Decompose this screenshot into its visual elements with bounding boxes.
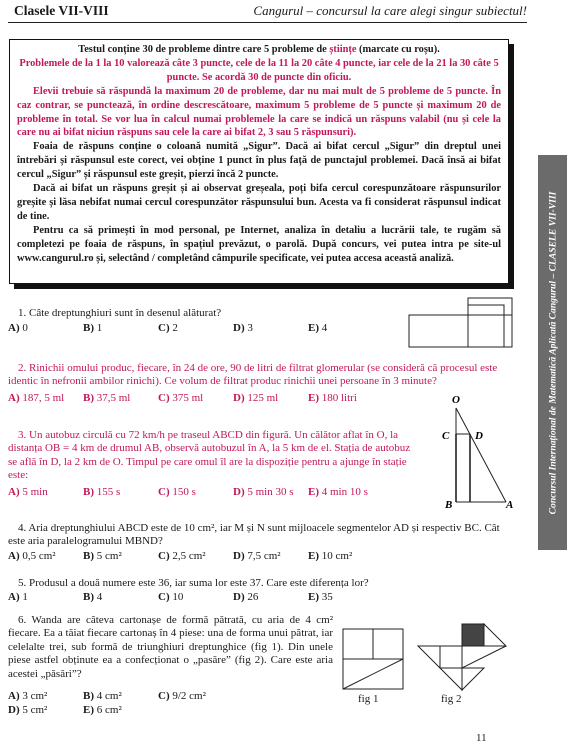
rectangles-figure	[408, 297, 514, 349]
point-B-label: B	[445, 499, 453, 511]
point-C-label: C	[442, 430, 450, 442]
page-number: 11	[476, 732, 487, 744]
rules-scoring: Problemele de la 1 la 10 valorează câte 3 puncte, cele de la 11 la 20 câte 4 puncte, iar cele de la 21 la 30 câte 5 puncte. Se acordă 30 de puncte din oficiu.	[19, 57, 499, 83]
question-1: 1. Câte dreptunghiuri sunt în desenul alăturat?	[18, 307, 222, 319]
point-A-label: A	[506, 499, 514, 511]
rules-intro: Testul conține 30 de probleme dintre care 5 probleme de științe (marcate cu roșu).	[78, 44, 440, 55]
question-6: 6. Wanda are câteva cartonașe de formă pătrată, cu aria de 4 cm² fiecare. Ea a tăiat fiecare cartonaș în 4 piese: una de forma unui pătrat, iar celelalte trei, sub formă de triunghiuri dreptunghice (fig 1). Din unele piese astfel obținute ea a confecționat o „pasăre” (fig 2). Care este aria acestei „păsări”?	[8, 614, 333, 680]
fig1-square-pieces	[341, 627, 407, 691]
point-D-label: D	[475, 430, 483, 442]
rules-corrections: Dacă ai bifat un răspuns greșit și ai observat greșeala, poți bifa cercul corespunzătoare răspunsurilor greșite și lăsa nebifat numai cercul corespunzător răspunsului bun. Acesta va fi considerat răspunsul indicat de tine.	[17, 183, 501, 222]
route-figure	[436, 392, 516, 514]
rules-limits: Elevii trebuie să răspundă la maximum 20 de probleme, dar nu mai mult de 5 probleme de 5 puncte. În caz contrar, se punctează, în ordine descrescătoare, maximum 5 probleme de 5 puncte și maximum 20 de probleme în total. Se vor lua în calcul numai problemele la care se indică un răspuns valabil (nu și cele la care nu ai bifat niciun răspuns sau cele la care ai bifat 2, 3 sau 5 răspunsuri).	[17, 85, 501, 139]
sidebar-band	[538, 155, 567, 550]
sidebar-text: Concursul Internațional de Matematică Aplicată Cangurul – CLASELE VII-VIII	[547, 191, 558, 514]
header-divider	[8, 22, 527, 23]
question-5: 5. Produsul a două numere este 36, iar suma lor este 37. Care este diferența lor?	[18, 577, 369, 589]
rules-sure-column: Foaia de răspuns conține o coloană numită „Sigur”. Dacă ai bifat cercul „Sigur” din dreptul unei întrebări și răspunsul este corect, vei obține 1 punct în plus față de punctajul problemei. Dacă însă ai bifat cercul „Sigur” și răspunsul este greșit, pierzi încă 2 puncte.	[17, 141, 501, 181]
fig2-bird	[414, 622, 514, 694]
point-O-label: O	[452, 394, 460, 406]
fig1-label: fig 1	[358, 693, 379, 705]
question-4: 4. Aria dreptunghiului ABCD este de 10 cm², iar M și N sunt mijloacele segmentelor AD și respectiv BC. Cât este aria paralelogramului MBND?	[8, 522, 500, 548]
rules-online-analysis: Pentru ca să primești în mod personal, pe Internet, analiza în detaliu a lucrării tale, te rugăm să completezi pe foaia de răspuns, în spațiul prevăzut, o parolă. După concurs, vei putea intra pe site-ul www.cangurul.ro și, selectând / completând câmpurile specificate, vei putea accesa această analiză.	[17, 224, 501, 264]
rules-box	[9, 39, 509, 284]
grade-title: Clasele VII-VIII	[14, 3, 109, 18]
fig2-label: fig 2	[441, 693, 462, 705]
contest-slogan: Cangurul – concursul la care alegi singur subiectul!	[253, 3, 527, 18]
question-2: 2. Rinichii omului produc, fiecare, în 24 de ore, 90 de litri de filtrat glomerular (se consideră că procesul este identic în nefronii ambilor rinichi). Ce volum de filtrat produc rinichii unei persoane în 3 minute?	[8, 362, 498, 388]
question-3: 3. Un autobuz circulă cu 72 km/h pe traseul ABCD din figură. Un călător aflat în O, la distanța OB = 4 km de drumul AB, observă autobuzul în A, la 5 km de el. Stația de autobuz se află în D, la 2 km de O. Timpul pe care omul îl are la dispoziție pentru a ajunge în stație este:	[8, 429, 411, 482]
